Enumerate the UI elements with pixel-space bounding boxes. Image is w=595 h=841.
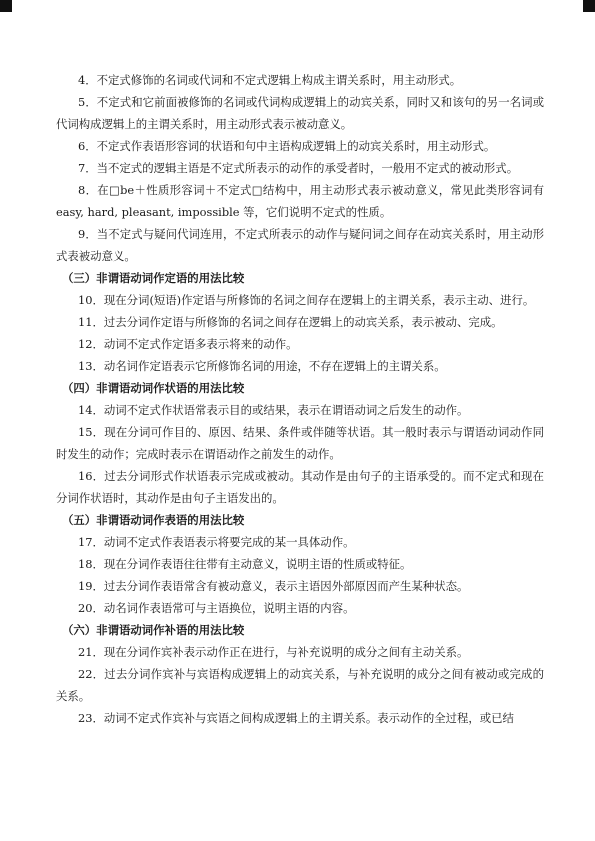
paragraph-23: 23．动词不定式作宾补与宾语之间构成逻辑上的主谓关系。表示动作的全过程，或已结 <box>78 711 514 725</box>
paragraph-11: 11．过去分词作定语与所修饰的名词之间存在逻辑上的动宾关系，表示被动、完成。 <box>78 315 503 329</box>
page-corner-mark-left <box>0 0 12 12</box>
paragraph-20: 20．动名词作表语常可与主语换位，说明主语的内容。 <box>78 601 355 615</box>
paragraph-4: 4．不定式修饰的名词或代词和不定式逻辑上构成主谓关系时，用主动形式。 <box>78 73 462 87</box>
paragraph-8: 8．在□be＋性质形容词＋不定式□结构中，用主动形式表示被动意义，常见此类形容词有easy, hard, pleasant, impossible 等，它们说明不定式的性质。 <box>56 183 544 219</box>
paragraph-15: 15．现在分词可作目的、原因、结果、条件或伴随等状语。其一般时表示与谓语动词动作同时发生的动作；完成时表示在谓语动作之前发生的动作。 <box>56 425 544 461</box>
paragraph-9: 9．当不定式与疑问代词连用，不定式所表示的动作与疑问词之间存在动宾关系时，用主动形式表被动意义。 <box>56 227 544 263</box>
document-body <box>56 69 544 729</box>
paragraph-21: 21．现在分词作宾补表示动作正在进行，与补充说明的成分之间有主动关系。 <box>78 645 469 659</box>
section-heading-attributive: （三）非谓语动词作定语的用法比较 <box>62 271 245 285</box>
paragraph-12: 12．动词不定式作定语多表示将来的动作。 <box>78 337 298 351</box>
paragraph-16: 16．过去分词形式作状语表示完成或被动。其动作是由句子的主语承受的。而不定式和现在分词作状语时，其动作是由句子主语发出的。 <box>56 469 544 505</box>
paragraph-19: 19．过去分词作表语常含有被动意义，表示主语因外部原因而产生某种状态。 <box>78 579 469 593</box>
paragraph-10: 10．现在分词(短语)作定语与所修饰的名词之间存在逻辑上的主谓关系，表示主动、进行。 <box>78 293 535 307</box>
paragraph-14: 14．动词不定式作状语常表示目的或结果，表示在谓语动词之后发生的动作。 <box>78 403 469 417</box>
section-heading-adverbial: （四）非谓语动词作状语的用法比较 <box>62 381 245 395</box>
paragraph-6: 6．不定式作表语形容词的状语和句中主语构成逻辑上的动宾关系时，用主动形式。 <box>78 139 496 153</box>
paragraph-22: 22．过去分词作宾补与宾语构成逻辑上的动宾关系，与补充说明的成分之间有被动或完成的关系。 <box>56 667 544 703</box>
section-heading-complement: （六）非谓语动词作补语的用法比较 <box>62 623 245 637</box>
paragraph-13: 13．动名词作定语表示它所修饰名词的用途，不存在逻辑上的主谓关系。 <box>78 359 446 373</box>
paragraph-5: 5．不定式和它前面被修饰的名词或代词构成逻辑上的动宾关系，同时又和该句的另一名词或代词构成逻辑上的主谓关系时，用主动形式表示被动意义。 <box>56 95 544 131</box>
page-corner-mark-right <box>583 0 595 12</box>
section-heading-predicative: （五）非谓语动词作表语的用法比较 <box>62 513 245 527</box>
paragraph-18: 18．现在分词作表语往往带有主动意义，说明主语的性质或特征。 <box>78 557 412 571</box>
paragraph-7: 7．当不定式的逻辑主语是不定式所表示的动作的承受者时，一般用不定式的被动形式。 <box>78 161 519 175</box>
paragraph-17: 17．动词不定式作表语表示将要完成的某一具体动作。 <box>78 535 355 549</box>
